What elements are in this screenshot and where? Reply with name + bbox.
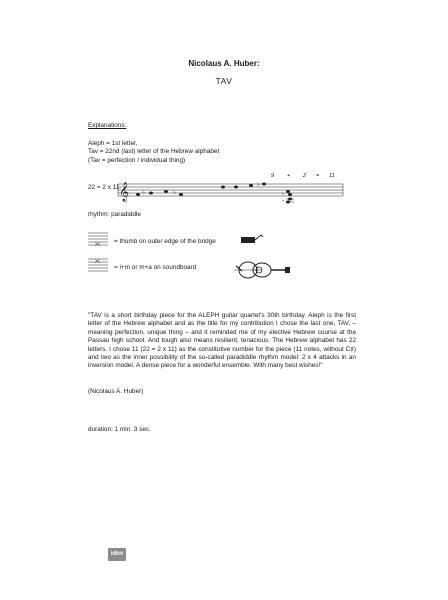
score-number: = — [316, 173, 320, 179]
quote-signature: (Nicolaus A. Huber) — [88, 388, 144, 395]
music-staff — [118, 180, 358, 210]
legend-text: = thumb on outer edge of the bridge — [114, 238, 216, 245]
rhythm-label: rhythm: paradiddle — [88, 211, 141, 218]
piece-title: TAV — [215, 76, 233, 86]
guitar-icon — [232, 258, 292, 280]
score-number: 11 — [329, 173, 335, 179]
composer-name: Nicolaus A. Huber: — [188, 59, 260, 68]
score-number: + — [287, 173, 291, 179]
legend-text: = i+m or m+a on soundboard — [114, 264, 197, 271]
note-heads — [136, 181, 292, 204]
svg-text:♭: ♭ — [282, 191, 285, 197]
explanations-text — [88, 140, 219, 165]
svg-text:♭: ♭ — [173, 189, 176, 196]
publisher-logo: idnv — [108, 548, 126, 561]
explanations-heading: Explanations: — [88, 122, 127, 129]
explanation-line: Aleph = 1st letter, — [88, 140, 138, 147]
explanation-line: Tav = 22nd (last) letter of the Hebrew alphabet — [88, 148, 220, 156]
score-number: 9 — [271, 173, 275, 179]
treble-clef-icon: 𝄞 — [119, 182, 130, 202]
score-number: 2 — [303, 173, 307, 179]
thumb-bridge-icon — [240, 233, 264, 247]
svg-text:♭: ♭ — [282, 198, 285, 204]
composer-quote: "TAV is a short birthday piece for the ALEPH guitar quartet's 30th birthday. Aleph is the first letter of the Hebrew alphabet and as the title for my contribution I chose the last one, TAV, – meaning perfection, unique thing – and it reminded me of my elective Hebrew course at the Passau high school. And tough also means resilient, tenacious. The Hebrew alphabet has 22 letters. I chose 11 (22 = 2 x 11) as the constitutive number for the piece (11 notes, without C♯) and two as the inner possibility of the so-called paradiddle rhythm model: 2 x 4 attacks in an inversion model. A dense piece for a wonderful ensemble. With many best wishes!" — [88, 312, 356, 370]
explanation-line: (Tav = perfection / individual thing) — [88, 156, 186, 164]
duration-text: duration: 1 min. 3 sec. — [88, 426, 151, 433]
svg-text:♭: ♭ — [142, 189, 145, 196]
svg-text:♭: ♭ — [257, 181, 260, 188]
legend-staff-symbol — [88, 232, 110, 246]
formula-text: 22 = 2 x 11 — [88, 184, 120, 191]
legend-staff-symbol — [88, 258, 110, 272]
